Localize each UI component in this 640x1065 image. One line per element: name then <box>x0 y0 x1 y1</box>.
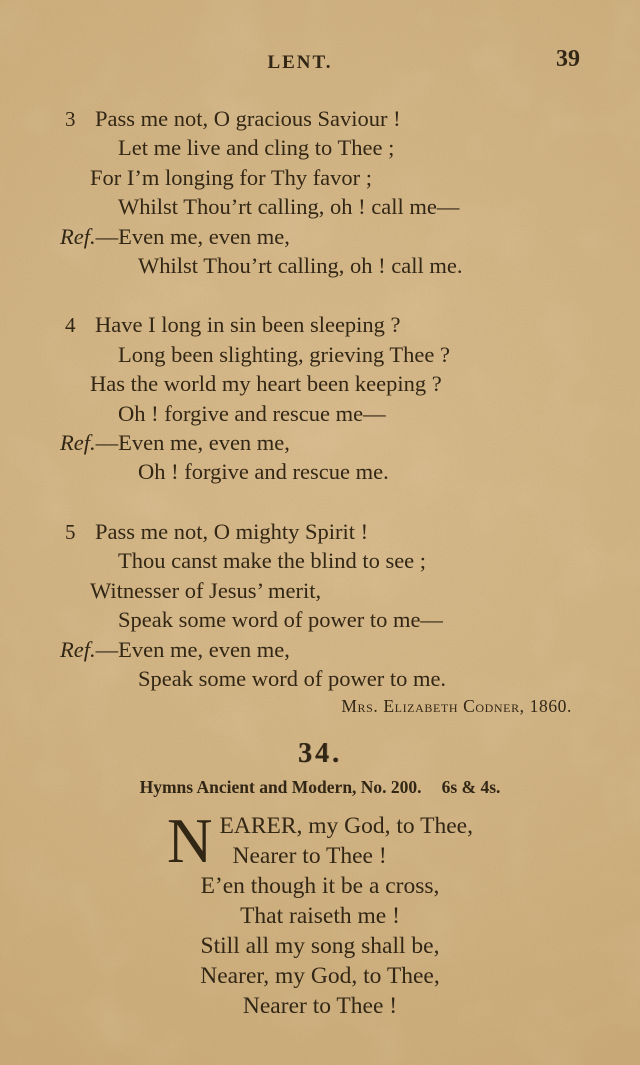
refrain-line: Speak some word of power to me. <box>138 665 447 691</box>
hymn-line: E’en though it be a cross, <box>200 873 440 900</box>
verse-number: 3 <box>65 107 76 131</box>
verse-line <box>58 517 582 546</box>
verse-number: 5 <box>65 519 76 544</box>
refrain-text: —Even me, even me, <box>95 636 290 662</box>
verse-line: Thou canst make the blind to see ; <box>118 548 427 574</box>
verse-line: Long been slighting, grieving Thee ? <box>118 341 451 367</box>
hymn-line: Nearer, my God, to Thee, <box>200 963 440 990</box>
hymn-line: Still all my song shall be, <box>200 933 440 960</box>
author-attribution: Mrs. Elizabeth Codner, 1860. <box>341 696 572 717</box>
verse-line: Whilst Thou’rt calling, oh ! call me— <box>118 194 460 220</box>
refrain-text: —Even me, even me, <box>95 430 290 456</box>
hymn-line: That raiseth me ! <box>240 903 400 930</box>
page-header <box>58 46 582 78</box>
verse-line-text: Pass me not, O gracious Saviour ! <box>95 106 401 131</box>
refrain-line <box>58 428 582 457</box>
verse-line: Witnesser of Jesus’ merit, <box>90 577 322 603</box>
verse-line-text: Pass me not, O mighty Spirit ! <box>95 518 369 544</box>
refrain-line <box>58 635 582 664</box>
verse-5 <box>58 517 582 693</box>
hymn-line: EARER, my God, to Thee, <box>219 813 473 840</box>
hymn-meter: 6s & 4s. <box>441 777 501 798</box>
verse-line-text: Have I long in sin been sleeping ? <box>95 312 401 338</box>
verse-4 <box>58 310 582 486</box>
verse-line: Has the world my heart been keeping ? <box>90 371 442 397</box>
verse-line <box>58 310 582 339</box>
refrain-label: Ref. <box>60 636 96 662</box>
refrain-label: Ref. <box>60 430 96 456</box>
verse-line <box>58 104 582 133</box>
hymn-source: Hymns Ancient and Modern, No. 200. <box>139 777 422 798</box>
refrain-line: Oh ! forgive and rescue me. <box>138 459 389 485</box>
verse-line: Let me live and cling to Thee ; <box>118 135 395 161</box>
hymn-line: Nearer to Thee ! <box>242 993 398 1020</box>
running-title: LENT. <box>267 52 333 73</box>
refrain-line <box>58 222 582 251</box>
hymn-number: 34. <box>298 738 342 770</box>
hymn-opening <box>167 806 473 877</box>
verse-line: Oh ! forgive and rescue me— <box>118 400 386 426</box>
hymn-opening-lines <box>220 811 473 871</box>
verse-3 <box>58 104 582 280</box>
refrain-text: —Even me, even me, <box>95 223 290 249</box>
verse-number: 4 <box>65 313 76 338</box>
hymn-source-line <box>58 777 582 798</box>
refrain-label: Ref. <box>60 223 96 249</box>
drop-cap-initial: N <box>167 806 213 877</box>
page-number: 39 <box>556 46 580 72</box>
refrain-line: Whilst Thou’rt calling, oh ! call me. <box>138 253 463 279</box>
verse-line: Speak some word of power to me— <box>118 607 443 633</box>
verse-line: For I’m longing for Thy favor ; <box>90 164 373 190</box>
hymn-line: Nearer to Thee ! <box>232 843 387 870</box>
